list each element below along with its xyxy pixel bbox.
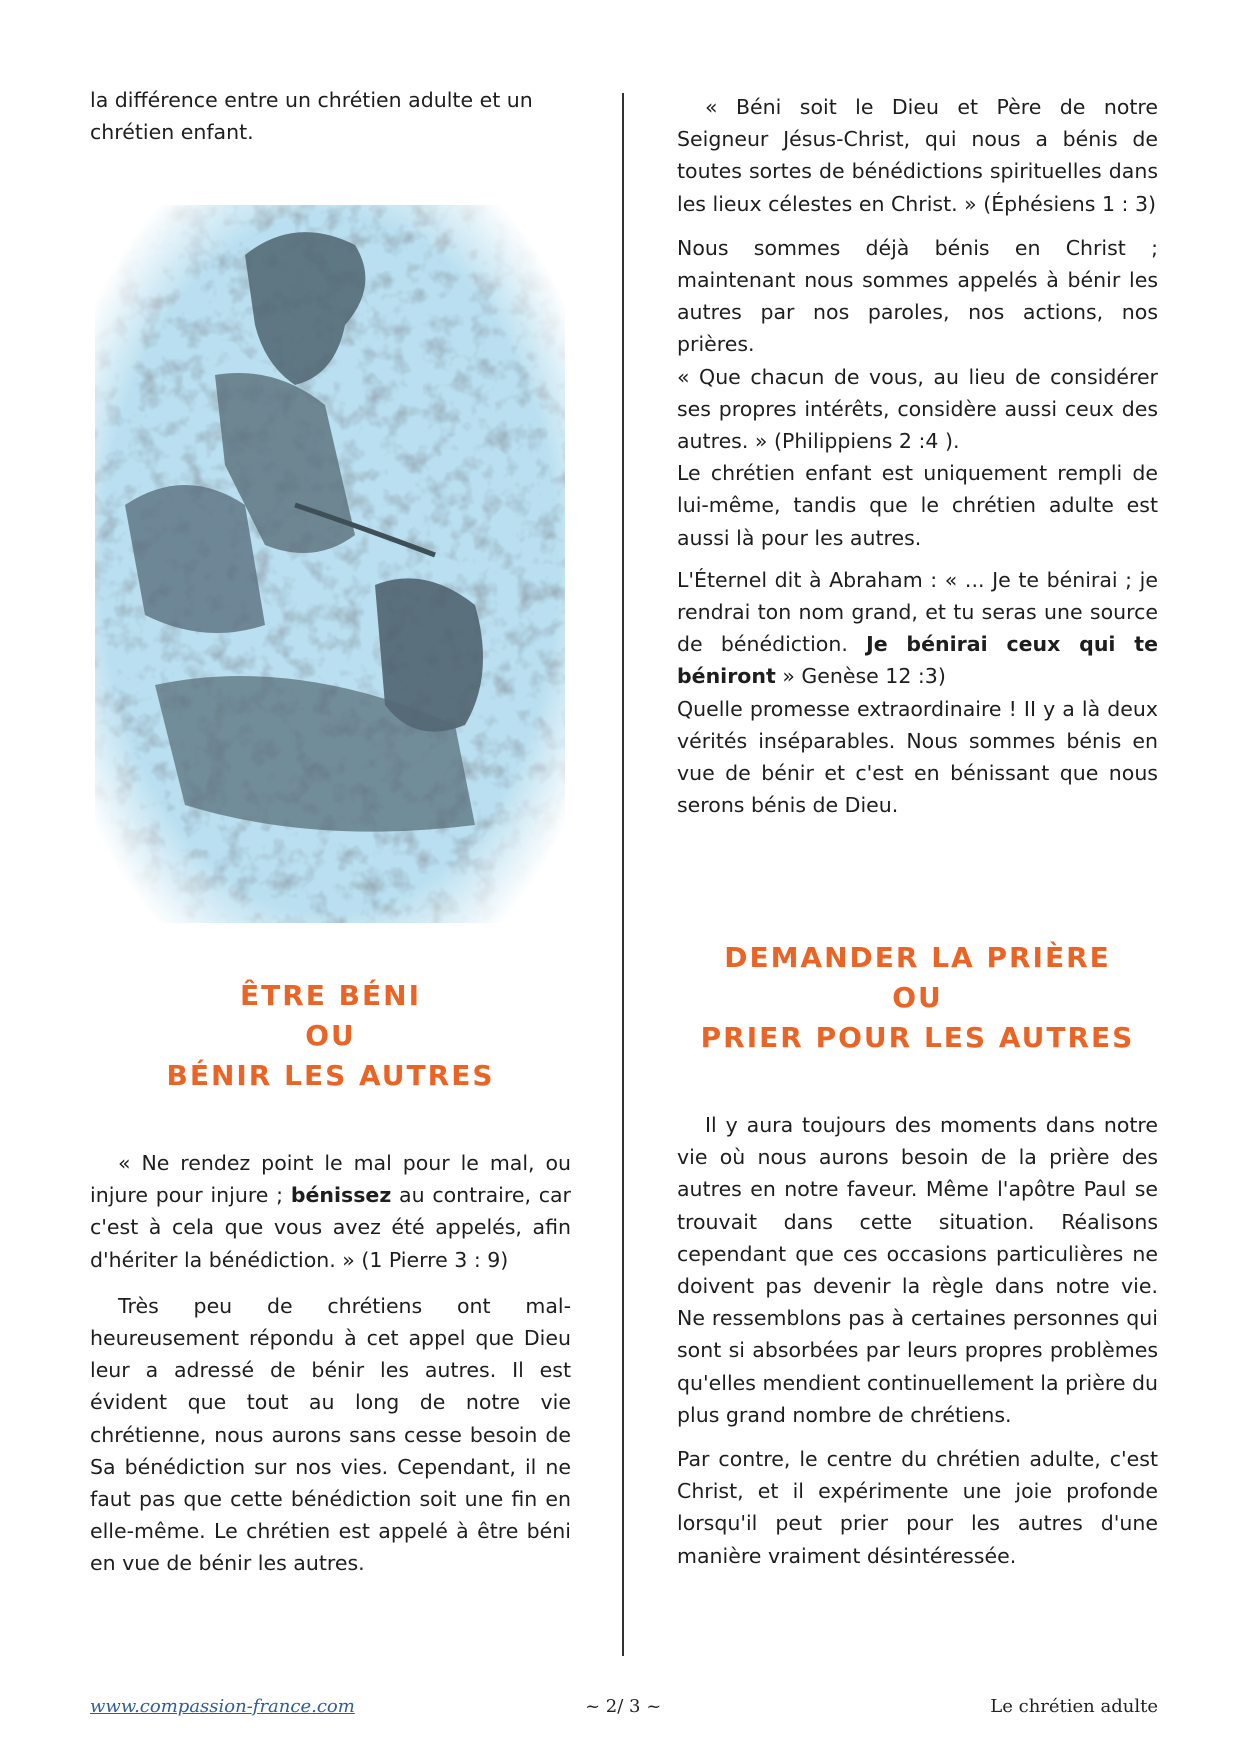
peter-quote: « Ne rendez point le mal pour le mal, ou injure pour injure ; bénissez au contraire, car c'est à cela que vous avez été appelés, afin d'hériter la bénédiction. » (1 Pierre 3 : 9) [90, 1151, 571, 1272]
heading-line: DEMANDER LA PRIÈRE [724, 941, 1111, 974]
heading-line: ÊTRE BÉNI [240, 979, 421, 1012]
paragraph: Quelle promesse extraordinaire ! II y a là deux vérités inséparables. Nous sommes bénis en vue de bénir et c'est en bénissant que nous serons bénis de Dieu. [677, 696, 1158, 818]
illustration-photo [95, 205, 565, 923]
abraham-quote: L'Éternel dit à Abraham : « ... Je te bénirai ; je rendrai ton nom grand, et tu seras une source de bénédiction. Je bénirai ceux qui te béniront » Genèse 12 :3) [677, 567, 1158, 689]
left-body [90, 1147, 571, 1580]
paragraph: Il y aura toujours des moments dans notre vie où nous aurons besoin de la prière des autres en notre faveur. Même l'apôtre Paul se trouvait dans cette situation. Réalisons cependant que ces occasions particulières ne doivent pas devenir la règle dans notre vie. Ne ressemblons pas à certaines personnes qui sont si absorbées par leurs propres problèmes qu'elles mendient continuellement la prière du plus grand nombre de chrétiens. [677, 1113, 1158, 1427]
column-divider [622, 93, 624, 1656]
intro-text: la différence entre un chrétien adulte et un chrétien enfant. [90, 88, 533, 145]
page-number: ~ 2/ 3 ~ [585, 1696, 662, 1717]
philippians-quote: « Que chacun de vous, au lieu de considérer ses propres intérêts, considère aussi ceux des autres. » (Philippiens 2 :4 ). [677, 364, 1158, 454]
right-body-top [677, 91, 1158, 821]
document-title: Le chrétien adulte [990, 1696, 1158, 1717]
paragraph: Le chrétien enfant est uniquement rempli de lui-même, tandis que le chrétien adulte est aussi là pour les autres. [677, 461, 1158, 550]
photo-image [95, 205, 565, 923]
ephesians-quote: « Béni soit le Dieu et Père de notre Seigneur Jésus-Christ, qui nous a bénis de toutes sortes de bénédictions spirituelles dans les lieux célestes en Christ. » (Éphésiens 1 : 3) [677, 95, 1158, 216]
paragraph: Nous sommes déjà bénis en Christ ; maintenant nous sommes appelés à bénir les autres par nos paroles, nos actions, nos prières. [677, 235, 1158, 357]
right-section-heading [677, 938, 1158, 1058]
website-link[interactable]: www.compassion-france.com [90, 1696, 355, 1717]
bold-phrase: Je bénirai ceux qui te béniront [677, 632, 1158, 689]
paragraph: Très peu de chrétiens ont mal-heureusement répondu à cet appel que Dieu leur a adressé de bénir les autres. Il est évident que tout au long de notre vie chrétienne, nous aurons sans cesse besoin de Sa bénédiction sur nos vies. Cependant, il ne faut pas que cette bénédiction soit une fin en elle-même. Le chrétien est appelé à être béni en vue de bénir les autres. [90, 1293, 571, 1576]
left-intro [90, 84, 571, 148]
left-section-heading [90, 976, 571, 1096]
heading-line: BÉNIR LES AUTRES [166, 1059, 495, 1092]
bold-word: bénissez [290, 1183, 392, 1208]
paragraph: Par contre, le centre du chrétien adulte, c'est Christ, et il expérimente une joie profonde lorsqu'il peut prier pour les autres d'une manière vraiment désintéressée. [677, 1447, 1158, 1568]
heading-line: OU [892, 981, 943, 1014]
heading-line: PRIER POUR LES AUTRES [700, 1021, 1135, 1054]
right-body-bottom [677, 1109, 1158, 1572]
heading-line: OU [305, 1019, 356, 1052]
